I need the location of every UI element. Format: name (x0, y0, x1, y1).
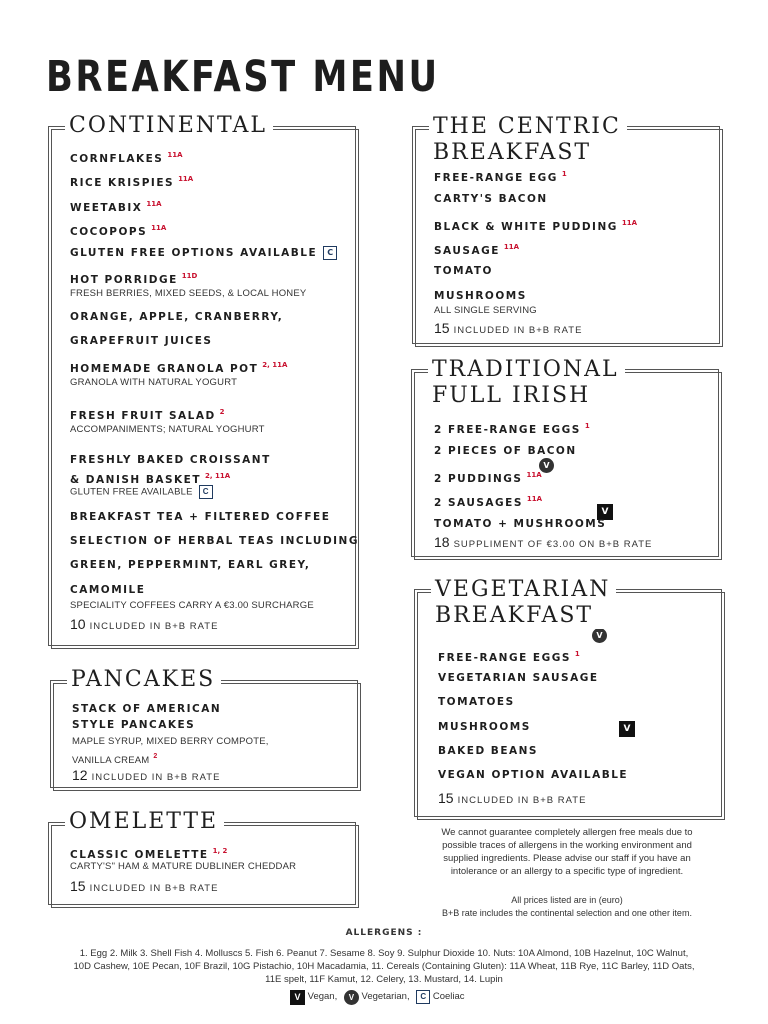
dietary-legend (290, 989, 465, 1006)
vegetarian-badge: V (592, 628, 607, 643)
coeliac-badge: C (199, 485, 213, 499)
coeliac-legend-badge: C (416, 990, 430, 1004)
continental-heading: CONTINENTAL (65, 114, 273, 138)
bb-rate-note: B+B rate includes the continental selection and one other item. (442, 908, 692, 918)
menu-item: TOMATO (434, 265, 493, 277)
menu-item-description: ALL SINGLE SERVING (434, 305, 537, 316)
menu-item-description: FRESH BERRIES, MIXED SEEDS, & LOCAL HONEY (70, 288, 307, 299)
menu-item: RICE KRISPIES $^{11A}$ (70, 175, 194, 189)
omelette-section (48, 809, 356, 905)
menu-item: TOMATOES (438, 696, 515, 708)
menu-item: CLASSIC OMELETTE $^{1, 2}$ (70, 847, 228, 861)
allergens-list: 1. Egg 2. Milk 3. Shell Fish 4. Molluscs 5. Fish 6. Peanut 7. Sesame 8. Soy 9. Sulphur Dioxide 10. Nuts: 10A Almond, 10B Hazelnut, 10C Walnut, 10D Cashew, 10E Pecan, 10F Brazil, 10G Pistachio, 10H Macadamia, 11. Cereals (Containing Gluten): 11A Wheat, 11B Rye, 11C Barley, 11D Oats, 11E spelt, 11F Kamut, 12. Celery, 13. Mustard, 14. Lupin (73, 948, 695, 985)
coeliac-legend-label: Coeliac (432, 991, 465, 1002)
centric-heading: THE CENTRIC BREAKFAST (429, 114, 627, 166)
menu-item: WEETABIX $^{11A}$ (70, 200, 162, 214)
price: 18 SUPPLIMENT OF €3.00 ON B+B RATE (434, 534, 653, 550)
full-irish-heading: TRADITIONAL FULL IRISH (428, 357, 625, 409)
vegan-badge: V (597, 504, 613, 520)
prices-note: All prices listed are in (euro) (511, 895, 623, 905)
menu-item: GREEN, PEPPERMINT, EARL GREY, (70, 559, 311, 571)
menu-item: 2 PUDDINGS $^{11A}$ (434, 471, 542, 485)
vegetarian-section (414, 577, 722, 817)
menu-item-description: ACCOMPANIMENTS; NATURAL YOGHURT (70, 424, 265, 435)
full-irish-section (411, 357, 719, 557)
menu-item: HOMEMADE GRANOLA POT $^{2, 11A}$ (70, 361, 288, 375)
menu-item: 2 SAUSAGES $^{11A}$ (434, 495, 543, 509)
omelette-heading: OMELETTE (65, 810, 224, 834)
menu-item: FREE-RANGE EGG $^1$ (434, 170, 567, 184)
centric-section (412, 114, 720, 344)
menu-item: FRESHLY BAKED CROISSANT (70, 454, 271, 466)
menu-item: VEGAN OPTION AVAILABLE (438, 769, 629, 781)
menu-item: GLUTEN FREE OPTIONS AVAILABLE C (70, 246, 337, 260)
menu-item-description: MAPLE SYRUP, MIXED BERRY COMPOTE, (72, 736, 269, 747)
vegetarian-legend-label: Vegetarian, (361, 991, 410, 1002)
allergens-heading: ALLERGENS : (345, 928, 423, 938)
menu-item: MUSHROOMS (438, 721, 531, 733)
price: 15 INCLUDED IN B+B RATE (434, 320, 583, 336)
menu-item: VEGETARIAN SAUSAGE (438, 672, 599, 684)
menu-item: BAKED BEANS (438, 745, 538, 757)
continental-section (48, 113, 359, 646)
menu-item: CORNFLAKES $^{11A}$ (70, 151, 183, 165)
menu-item: STYLE PANCAKES (72, 719, 196, 731)
menu-item: CARTY'S BACON (434, 193, 548, 205)
vegan-badge: V (619, 721, 635, 737)
menu-item: FRESH FRUIT SALAD $^2$ (70, 408, 225, 422)
menu-item: & DANISH BASKET $^{2, 11A}$ (70, 472, 231, 486)
price: 12 INCLUDED IN B+B RATE (72, 767, 221, 783)
menu-item-description: SPECIALITY COFFEES CARRY A €3.00 SURCHARGE (70, 600, 314, 611)
menu-item-description: GRANOLA WITH NATURAL YOGURT (70, 377, 238, 388)
vegetarian-badge: V (539, 458, 554, 473)
vegetarian-legend-badge: V (344, 990, 359, 1005)
price: 10 INCLUDED IN B+B RATE (70, 616, 219, 632)
menu-item: TOMATO + MUSHROOMS (434, 518, 607, 530)
vegan-legend-label: Vegan, (307, 991, 338, 1002)
menu-item: SELECTION OF HERBAL TEAS INCLUDING (70, 535, 359, 547)
menu-item: FREE-RANGE EGGS $^1$ (438, 650, 580, 664)
price: 15 INCLUDED IN B+B RATE (438, 790, 587, 806)
menu-item: 2 FREE-RANGE EGGS $^1$ (434, 422, 590, 436)
menu-item-description: GLUTEN FREE AVAILABLE C (70, 485, 213, 499)
menu-item-description: CARTY'S" HAM & MATURE DUBLINER CHEDDAR (70, 861, 297, 872)
page-title: BREAKFAST MENU (46, 52, 440, 102)
price: 15 INCLUDED IN B+B RATE (70, 878, 219, 894)
pancakes-section (50, 667, 358, 788)
menu-item: BREAKFAST TEA + FILTERED COFFEE (70, 511, 331, 523)
menu-item: HOT PORRIDGE $^{11D}$ (70, 272, 198, 286)
menu-item: ORANGE, APPLE, CRANBERRY, (70, 311, 284, 323)
menu-item: MUSHROOMS (434, 290, 527, 302)
coeliac-badge: C (323, 246, 337, 260)
vegan-legend-badge: V (290, 990, 305, 1005)
menu-item: COCOPOPS $^{11A}$ (70, 224, 167, 238)
menu-item: GRAPEFRUIT JUICES (70, 335, 213, 347)
menu-item: STACK OF AMERICAN (72, 703, 222, 715)
allergen-disclaimer: We cannot guarantee completely allergen free meals due to possible traces of allergens in the working environment and supplied ingredients. Please advise our staff if you have an intolerance or an allergy to a specific type of ingredient. (441, 827, 693, 877)
menu-item: CAMOMILE (70, 584, 146, 596)
menu-item: 2 PIECES OF BACON (434, 445, 577, 457)
menu-item: BLACK & WHITE PUDDING $^{11A}$ (434, 219, 638, 233)
menu-item: SAUSAGE $^{11A}$ (434, 243, 520, 257)
menu-item-description: VANILLA CREAM $^2$ (72, 753, 158, 766)
vegetarian-heading: VEGETARIAN BREAKFAST (431, 577, 616, 629)
pancakes-heading: PANCAKES (67, 668, 221, 692)
